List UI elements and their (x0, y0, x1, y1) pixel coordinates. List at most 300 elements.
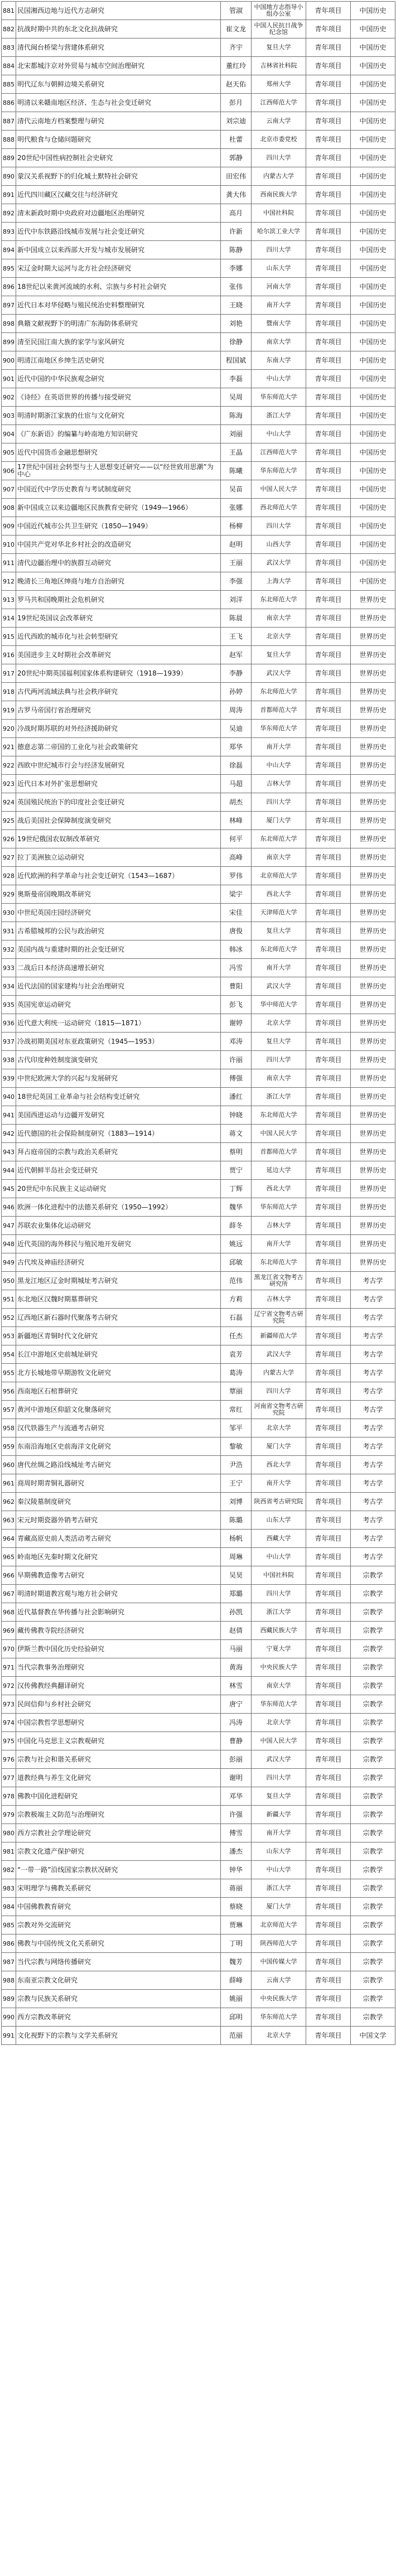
discipline: 世界历史 (351, 720, 395, 738)
discipline: 考古学 (351, 1437, 395, 1456)
discipline: 世界历史 (351, 812, 395, 830)
table-row (2, 775, 395, 793)
row-number: 991 (2, 2027, 16, 2045)
project-title: 典籍文献视野下的明清广东海防体系研究 (16, 315, 221, 333)
project-type: 青年项目 (306, 94, 351, 112)
row-number: 922 (2, 756, 16, 775)
project-title: 古希腊城邦的公民与政治研究 (16, 922, 221, 940)
row-number: 988 (2, 1971, 16, 1990)
discipline: 考古学 (351, 1511, 395, 1530)
institution: 辽宁省文物考古研究院 (252, 1309, 306, 1327)
discipline: 中国历史 (351, 167, 395, 186)
principal-investigator: 冯雪 (221, 959, 252, 977)
discipline: 宗教学 (351, 1916, 395, 1935)
principal-investigator: 邓华 (221, 1787, 252, 1806)
table-row (2, 885, 395, 904)
project-list-sheet (1, 1, 395, 2045)
project-type: 青年项目 (306, 1180, 351, 1198)
project-title: 近代中国的中华民族观念研究 (16, 370, 221, 388)
table-row (2, 1327, 395, 1345)
row-number: 948 (2, 1235, 16, 1253)
discipline: 宗教学 (351, 1990, 395, 2008)
discipline: 中国历史 (351, 351, 395, 370)
row-number: 925 (2, 812, 16, 830)
principal-investigator: 马丽 (221, 1640, 252, 1658)
principal-investigator: 邓涛 (221, 1033, 252, 1051)
project-title: 近代日本对外扩张思想研究 (16, 775, 221, 793)
institution: 新疆师范大学 (252, 1327, 306, 1345)
row-number: 886 (2, 94, 16, 112)
institution: 首都师范大学 (252, 701, 306, 720)
institution: 新疆大学 (252, 1806, 306, 1824)
principal-investigator: 袁芳 (221, 1345, 252, 1364)
project-title: 抗战时期中共的东北文化抗战研究 (16, 20, 221, 38)
row-number: 932 (2, 940, 16, 959)
project-title: 明代粮食与仓储问题研究 (16, 131, 221, 149)
project-type: 青年项目 (306, 315, 351, 333)
project-title: 战后美国社会保障制度演变研究 (16, 812, 221, 830)
institution: 中央民族大学 (252, 1990, 306, 2008)
table-row (2, 1456, 395, 1474)
discipline: 世界历史 (351, 1235, 395, 1253)
principal-investigator: 蔡明 (221, 1143, 252, 1161)
discipline: 宗教学 (351, 1842, 395, 1861)
row-number: 894 (2, 241, 16, 259)
principal-investigator: 彭丽 (221, 1750, 252, 1769)
table-row (2, 1125, 395, 1143)
principal-investigator: 陈海 (221, 407, 252, 425)
row-number: 917 (2, 664, 16, 683)
row-number: 951 (2, 1290, 16, 1309)
discipline: 中国历史 (351, 572, 395, 591)
discipline: 宗教学 (351, 1879, 395, 1898)
discipline: 世界历史 (351, 977, 395, 996)
discipline: 世界历史 (351, 1198, 395, 1217)
table-row (2, 1750, 395, 1769)
principal-investigator: 高月 (221, 204, 252, 223)
table-row (2, 1272, 395, 1290)
project-type: 青年项目 (306, 223, 351, 241)
row-number: 929 (2, 885, 16, 904)
project-type: 青年项目 (306, 499, 351, 517)
table-row (2, 830, 395, 848)
project-type: 青年项目 (306, 1014, 351, 1033)
discipline: 宗教学 (351, 1658, 395, 1677)
project-title: 19世纪俄国农奴制改革研究 (16, 830, 221, 848)
principal-investigator: 李磊 (221, 370, 252, 388)
project-title: 宗教极端主义防范与治理研究 (16, 1806, 221, 1824)
institution: 中国传媒大学 (252, 1953, 306, 1971)
institution: 南开大学 (252, 959, 306, 977)
table-row (2, 388, 395, 407)
project-title: 清代边疆治理中的族群互动研究 (16, 554, 221, 572)
discipline: 考古学 (351, 1309, 395, 1327)
discipline: 宗教学 (351, 1566, 395, 1585)
row-number: 977 (2, 1769, 16, 1787)
project-type: 青年项目 (306, 259, 351, 278)
project-title: 德意志第二帝国的工业化与社会政策研究 (16, 738, 221, 756)
principal-investigator: 黎敏 (221, 1437, 252, 1456)
table-row (2, 591, 395, 609)
principal-investigator: 田宏伟 (221, 167, 252, 186)
discipline: 宗教学 (351, 1861, 395, 1879)
discipline: 世界历史 (351, 1161, 395, 1180)
principal-investigator: 陈晨 (221, 609, 252, 628)
project-title: 明清时期道教宫观与地方社会研究 (16, 1585, 221, 1603)
project-title: 宋明理学与佛教关系研究 (16, 1879, 221, 1898)
project-title: 清代闽台桥梁与营建体系研究 (16, 38, 221, 57)
principal-investigator: 冯涛 (221, 1714, 252, 1732)
principal-investigator: 覃丽 (221, 1382, 252, 1401)
row-number: 971 (2, 1658, 16, 1677)
principal-investigator: 郑璐 (221, 1585, 252, 1603)
row-number: 943 (2, 1143, 16, 1161)
principal-investigator: 陈静 (221, 241, 252, 259)
table-row (2, 1382, 395, 1401)
institution: 四川大学 (252, 1382, 306, 1401)
project-title: 近代四川藏区汉藏交往与经济研究 (16, 186, 221, 204)
institution: 山西大学 (252, 536, 306, 554)
institution: 云南大学 (252, 1971, 306, 1990)
row-number: 914 (2, 609, 16, 628)
discipline: 世界历史 (351, 830, 395, 848)
project-type: 青年项目 (306, 112, 351, 131)
discipline: 考古学 (351, 1345, 395, 1364)
table-row (2, 57, 395, 75)
project-title: 美国西进运动与边疆开发研究 (16, 1106, 221, 1125)
row-number: 978 (2, 1787, 16, 1806)
table-row (2, 848, 395, 867)
discipline: 中国历史 (351, 278, 395, 296)
row-number: 968 (2, 1603, 16, 1622)
principal-investigator: 薛冬 (221, 1217, 252, 1235)
institution: 华东师范大学 (252, 2008, 306, 2027)
institution: 中国人民大学 (252, 1125, 306, 1143)
project-title: 中世纪欧洲大学的兴起与发展研究 (16, 1069, 221, 1088)
row-number: 985 (2, 1916, 16, 1935)
project-type: 青年项目 (306, 1732, 351, 1750)
institution: 首都师范大学 (252, 1143, 306, 1161)
table-row (2, 1898, 395, 1916)
row-number: 940 (2, 1088, 16, 1106)
project-type: 青年项目 (306, 278, 351, 296)
project-type: 青年项目 (306, 1714, 351, 1732)
institution: 厦门大学 (252, 812, 306, 830)
institution: 四川大学 (252, 1585, 306, 1603)
project-title: 黄河中游地区仰韶文化聚落研究 (16, 1401, 221, 1419)
discipline: 宗教学 (351, 1787, 395, 1806)
project-title: 19世纪英国议会改革研究 (16, 609, 221, 628)
discipline: 中国历史 (351, 259, 395, 278)
project-type: 青年项目 (306, 1953, 351, 1971)
project-title: 明清以来赣南地区经济、生态与社会变迁研究 (16, 94, 221, 112)
project-type: 青年项目 (306, 480, 351, 499)
project-type: 青年项目 (306, 1345, 351, 1364)
table-row (2, 1566, 395, 1585)
project-type: 青年项目 (306, 1769, 351, 1787)
principal-investigator: 常红 (221, 1401, 252, 1419)
project-title: 美国进步主义时期社会改革研究 (16, 646, 221, 664)
discipline: 中国历史 (351, 75, 395, 94)
project-type: 青年项目 (306, 296, 351, 315)
table-row (2, 1069, 395, 1088)
row-number: 889 (2, 149, 16, 167)
principal-investigator: 赵倩 (221, 1622, 252, 1640)
project-title: 黑龙江地区辽金时期城址考古研究 (16, 1272, 221, 1290)
discipline: 宗教学 (351, 1695, 395, 1714)
project-title: 北宋都城汴京对外贸易与城市空间治理研究 (16, 57, 221, 75)
institution: 北京市委党校 (252, 131, 306, 149)
project-type: 青年项目 (306, 351, 351, 370)
discipline: 世界历史 (351, 904, 395, 922)
institution: 江西师范大学 (252, 443, 306, 462)
table-row (2, 1051, 395, 1069)
table-row (2, 1953, 395, 1971)
project-type: 青年项目 (306, 1272, 351, 1290)
discipline: 中国历史 (351, 443, 395, 462)
project-title: 17世纪中国社会转型与士人思想变迁研究——以“经世致用思潮”为中心 (16, 462, 221, 480)
project-title: 佛教与中国传统文化关系研究 (16, 1935, 221, 1953)
project-title: 20世纪中东民族主义运动研究 (16, 1180, 221, 1198)
row-number: 912 (2, 572, 16, 591)
principal-investigator: 尹浩 (221, 1456, 252, 1474)
institution: 吉林大学 (252, 1290, 306, 1309)
institution: 西北师范大学 (252, 499, 306, 517)
row-number: 910 (2, 536, 16, 554)
discipline: 世界历史 (351, 1143, 395, 1161)
institution: 哈尔滨工业大学 (252, 223, 306, 241)
principal-investigator: 薛峰 (221, 1971, 252, 1990)
project-title: 伊斯兰教中国化历史经验研究 (16, 1640, 221, 1658)
project-title: 20世纪中国性病控制社会史研究 (16, 149, 221, 167)
project-type: 青年项目 (306, 1419, 351, 1437)
discipline: 中国历史 (351, 186, 395, 204)
principal-investigator: 姚丽 (221, 1990, 252, 2008)
row-number: 946 (2, 1198, 16, 1217)
principal-investigator: 潘红 (221, 1088, 252, 1106)
project-title: 明清江南地区乡绅生活史研究 (16, 351, 221, 370)
project-type: 青年项目 (306, 1106, 351, 1125)
institution: 复旦大学 (252, 646, 306, 664)
row-number: 908 (2, 499, 16, 517)
project-title: 宗教文化遗产保护研究 (16, 1842, 221, 1861)
discipline: 世界历史 (351, 1069, 395, 1088)
project-type: 青年项目 (306, 517, 351, 536)
project-type: 青年项目 (306, 1861, 351, 1879)
row-number: 982 (2, 1861, 16, 1879)
table-row (2, 996, 395, 1014)
project-type: 青年项目 (306, 720, 351, 738)
institution: 宁夏大学 (252, 1640, 306, 1658)
principal-investigator: 崔文龙 (221, 20, 252, 38)
project-type: 青年项目 (306, 940, 351, 959)
institution: 四川大学 (252, 1051, 306, 1069)
principal-investigator: 刘宗迪 (221, 112, 252, 131)
project-title: 中国佛教教育研究 (16, 1898, 221, 1916)
table-row (2, 683, 395, 701)
principal-investigator: 赵天佑 (221, 75, 252, 94)
institution: 浙江大学 (252, 1603, 306, 1622)
row-number: 895 (2, 259, 16, 278)
table-row (2, 2027, 395, 2045)
discipline: 中国文学 (351, 2027, 395, 2045)
project-type: 青年项目 (306, 1327, 351, 1345)
discipline: 考古学 (351, 1364, 395, 1382)
principal-investigator: 吴周 (221, 388, 252, 407)
project-type: 青年项目 (306, 848, 351, 867)
institution: 江西师范大学 (252, 94, 306, 112)
institution: 南开大学 (252, 1474, 306, 1493)
discipline: 中国历史 (351, 315, 395, 333)
table-row (2, 628, 395, 646)
table-row (2, 1235, 395, 1253)
table-row (2, 2008, 395, 2027)
project-title: 明代辽东与朝鲜边境关系研究 (16, 75, 221, 94)
project-type: 青年项目 (306, 1990, 351, 2008)
table-row (2, 131, 395, 149)
row-number: 966 (2, 1566, 16, 1585)
row-number: 899 (2, 333, 16, 351)
project-type: 青年项目 (306, 1474, 351, 1493)
table-row (2, 1345, 395, 1364)
table-row (2, 793, 395, 812)
project-type: 青年项目 (306, 1401, 351, 1419)
project-title: 道教经典与养生文化研究 (16, 1769, 221, 1787)
principal-investigator: 张娜 (221, 499, 252, 517)
project-title: 清末新政时期中央政府对边疆地区治理研究 (16, 204, 221, 223)
institution: 四川大学 (252, 793, 306, 812)
project-title: 古代印度种姓制度演变研究 (16, 1051, 221, 1069)
discipline: 中国历史 (351, 241, 395, 259)
discipline: 世界历史 (351, 1180, 395, 1198)
principal-investigator: 邱敏 (221, 1253, 252, 1272)
project-title: 中国化马克思主义宗教观研究 (16, 1732, 221, 1750)
principal-investigator: 范丽 (221, 2027, 252, 2045)
project-title: 中国共产党对华北乡村社会的改造研究 (16, 536, 221, 554)
principal-investigator: 齐宇 (221, 38, 252, 57)
row-number: 979 (2, 1806, 16, 1824)
row-number: 888 (2, 131, 16, 149)
discipline: 中国历史 (351, 296, 395, 315)
project-type: 青年项目 (306, 1787, 351, 1806)
table-row (2, 75, 395, 94)
table-row (2, 536, 395, 554)
principal-investigator: 赵军 (221, 646, 252, 664)
project-title: 西方宗教改革研究 (16, 2008, 221, 2027)
principal-investigator: 赵明 (221, 536, 252, 554)
row-number: 983 (2, 1879, 16, 1898)
project-title: 商周时期青铜礼器研究 (16, 1474, 221, 1493)
institution: 陕西省考古研究院 (252, 1493, 306, 1511)
project-type: 青年项目 (306, 1198, 351, 1217)
project-type: 青年项目 (306, 38, 351, 57)
row-number: 892 (2, 204, 16, 223)
principal-investigator: 马超 (221, 775, 252, 793)
project-title: 20世纪中期英国福利国家体系构建研究（1918—1939） (16, 664, 221, 683)
row-number: 957 (2, 1401, 16, 1419)
row-number: 927 (2, 848, 16, 867)
principal-investigator: 刘洋 (221, 591, 252, 609)
principal-investigator: 贾宁 (221, 1161, 252, 1180)
row-number: 974 (2, 1714, 16, 1732)
table-row (2, 720, 395, 738)
discipline: 世界历史 (351, 1217, 395, 1235)
principal-investigator: 钟晓 (221, 1106, 252, 1125)
table-row (2, 1530, 395, 1548)
project-type: 青年项目 (306, 1548, 351, 1566)
principal-investigator: 魏芳 (221, 1953, 252, 1971)
principal-investigator: 魏华 (221, 1198, 252, 1217)
institution: 南京大学 (252, 848, 306, 867)
discipline: 世界历史 (351, 885, 395, 904)
project-type: 青年项目 (306, 701, 351, 720)
project-title: 新中国成立以来边疆地区民族教育史研究（1949—1966） (16, 499, 221, 517)
project-type: 青年项目 (306, 1143, 351, 1161)
table-row (2, 1493, 395, 1511)
row-number: 965 (2, 1548, 16, 1566)
project-title: 古代两河流域法典与社会秩序研究 (16, 683, 221, 701)
row-number: 913 (2, 591, 16, 609)
table-row (2, 867, 395, 885)
table-row (2, 1971, 395, 1990)
table-row (2, 407, 395, 425)
institution: 陕西师范大学 (252, 1935, 306, 1953)
row-number: 958 (2, 1419, 16, 1437)
table-row (2, 940, 395, 959)
project-type: 青年项目 (306, 756, 351, 775)
project-type: 青年项目 (306, 1217, 351, 1235)
row-number: 901 (2, 370, 16, 388)
principal-investigator: 蔡晓 (221, 1898, 252, 1916)
project-title: 宋辽金时期大运河与北方社会经济研究 (16, 259, 221, 278)
discipline: 中国历史 (351, 425, 395, 443)
project-type: 青年项目 (306, 1382, 351, 1401)
institution: 河南大学 (252, 278, 306, 296)
project-title: 英国宪章运动研究 (16, 996, 221, 1014)
principal-investigator: 丁明 (221, 1935, 252, 1953)
project-type: 青年项目 (306, 1456, 351, 1474)
institution: 云南大学 (252, 112, 306, 131)
discipline: 中国历史 (351, 57, 395, 75)
project-type: 青年项目 (306, 683, 351, 701)
institution: 南京大学 (252, 1677, 306, 1695)
principal-investigator: 刘博 (221, 1493, 252, 1511)
principal-investigator: 刘丽 (221, 425, 252, 443)
principal-investigator: 傅强 (221, 1069, 252, 1088)
discipline: 中国历史 (351, 112, 395, 131)
discipline: 中国历史 (351, 499, 395, 517)
project-type: 青年项目 (306, 1640, 351, 1658)
principal-investigator: 谢明 (221, 1769, 252, 1787)
principal-investigator: 陈曦 (221, 462, 252, 480)
row-number: 952 (2, 1309, 16, 1327)
institution: 武汉大学 (252, 554, 306, 572)
row-number: 915 (2, 628, 16, 646)
principal-investigator: 王晓 (221, 296, 252, 315)
row-number: 973 (2, 1695, 16, 1714)
institution: 南京大学 (252, 333, 306, 351)
table-row (2, 1217, 395, 1235)
principal-investigator: 林雪 (221, 1677, 252, 1695)
discipline: 考古学 (351, 1382, 395, 1401)
discipline: 中国历史 (351, 131, 395, 149)
table-row (2, 1714, 395, 1732)
discipline: 世界历史 (351, 959, 395, 977)
discipline: 世界历史 (351, 664, 395, 683)
discipline: 中国历史 (351, 204, 395, 223)
table-row (2, 1824, 395, 1842)
row-number: 903 (2, 407, 16, 425)
